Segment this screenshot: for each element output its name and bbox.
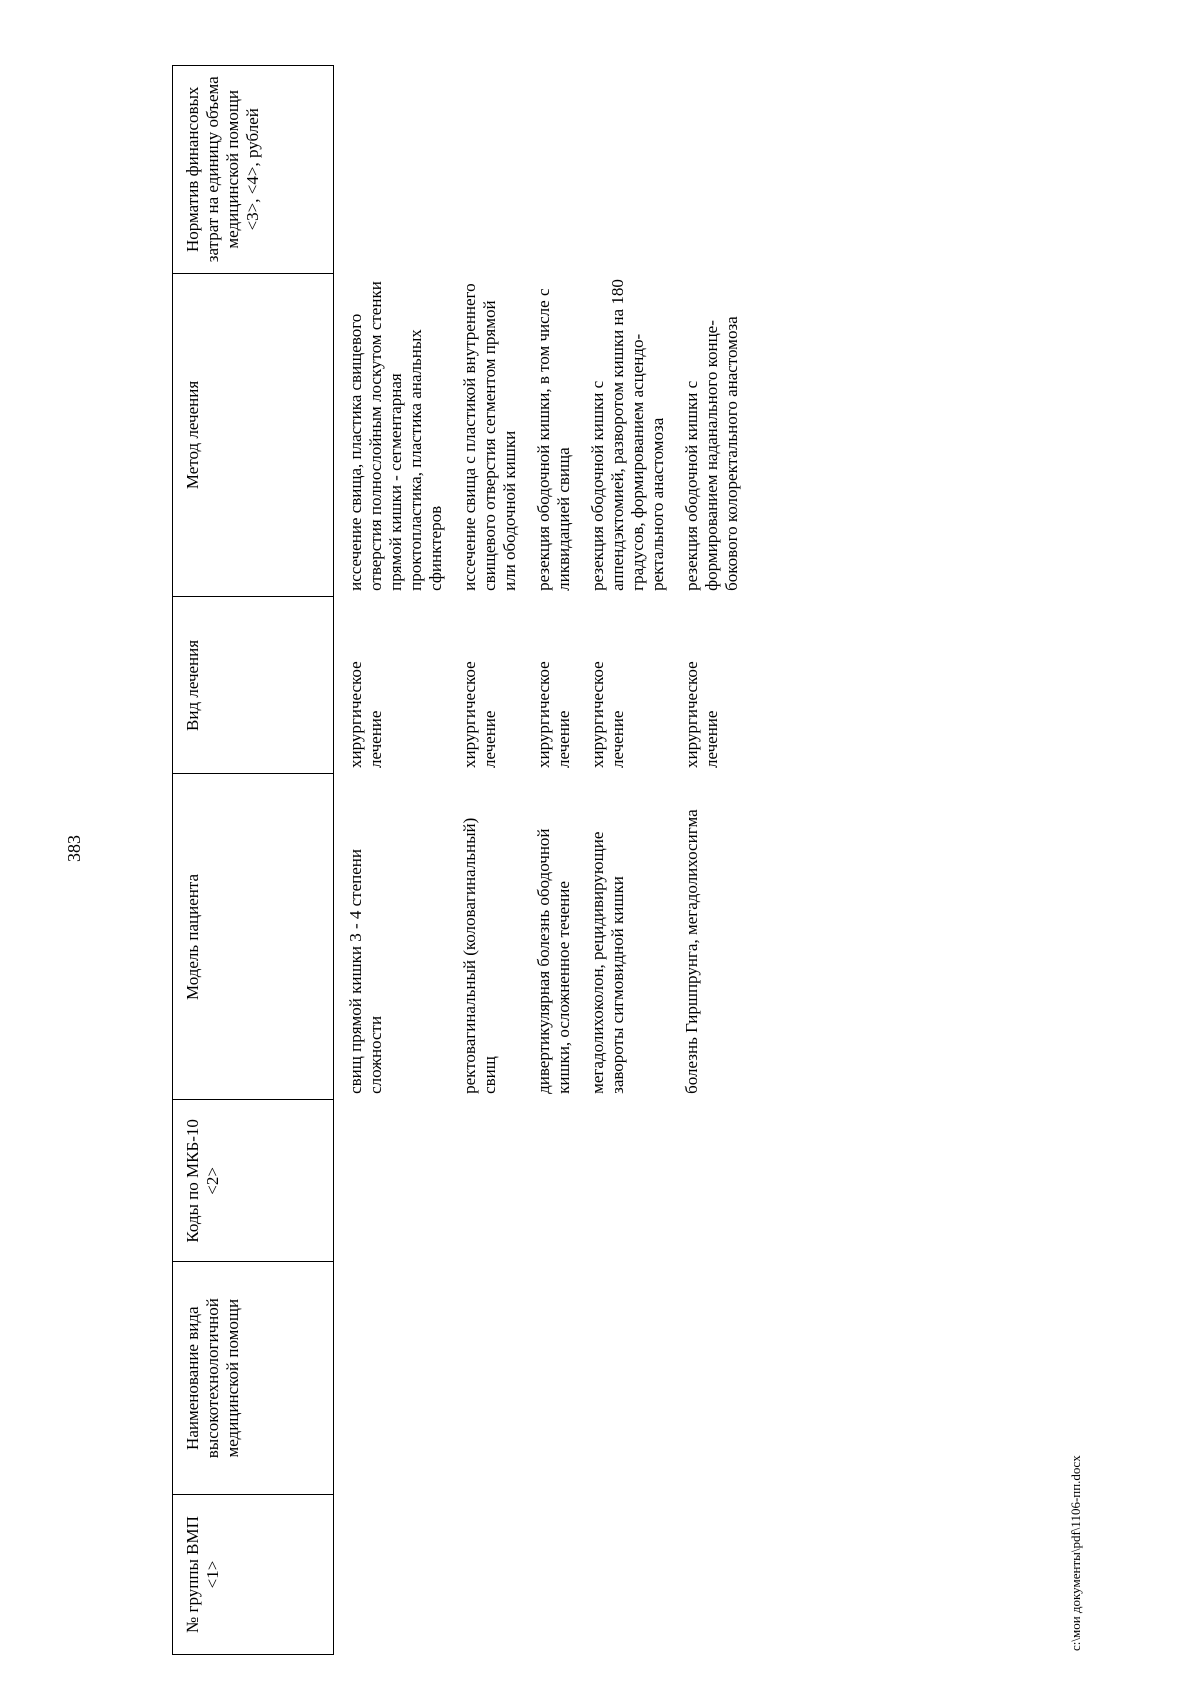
cell-norm — [334, 66, 447, 274]
cell-group — [334, 1495, 447, 1655]
cell-group — [668, 1495, 742, 1655]
cell-codes — [446, 1100, 520, 1262]
cell-method: резекция ободочной кишки с формированием наданального конце-бокового колоректального анастомоза — [682, 316, 741, 591]
table-row — [668, 66, 742, 1655]
header-vmp-name: Наименование вида высокотехнологичной медицинской помощи — [173, 1262, 334, 1495]
cell-treatment-type: хирургическое лечение — [588, 661, 627, 768]
cell-model: дивертикулярная болезнь ободочной кишки, осложненное течение — [534, 828, 573, 1094]
header-treatment-type: Вид лечения — [173, 597, 334, 774]
cell-model: мегадолихоколон, рецидивирующие завороты сигмовидной кишки — [588, 831, 627, 1094]
vmp-table — [172, 65, 742, 1655]
cell-treatment-type: хирургическое лечение — [534, 661, 573, 768]
cell-codes — [334, 1100, 447, 1262]
cell-name — [668, 1262, 742, 1495]
cell-model: ректовагинальный (коловагинальный) свищ — [460, 817, 499, 1094]
table-row — [334, 66, 447, 1655]
cell-name — [520, 1262, 574, 1495]
cell-codes — [574, 1100, 668, 1262]
cell-name — [574, 1262, 668, 1495]
table-header-row — [173, 66, 334, 1655]
cell-codes — [668, 1100, 742, 1262]
table-row — [520, 66, 574, 1655]
cell-norm — [668, 66, 742, 274]
header-icd-codes: Коды по МКБ-10 <2> — [173, 1100, 334, 1262]
cell-treatment-type: хирургическое лечение — [460, 661, 499, 768]
table-row — [446, 66, 520, 1655]
cell-method: резекция ободочной кишки, в том числе с ликвидацией свища — [534, 288, 573, 591]
header-group-number: № группы ВМП <1> — [173, 1495, 334, 1655]
cell-codes — [520, 1100, 574, 1262]
header-cost-norm: Норматив финансовых затрат на единицу объема медицинской помощи <3>, <4>, рублей — [173, 66, 334, 274]
header-patient-model: Модель пациента — [173, 774, 334, 1100]
page-number: 383 — [64, 835, 84, 862]
cell-method: иссечение свища, пластика свищевого отверстия полнослойным лоскутом стенки прямой кишки - сегментарная проктопластика, пластика анальных сфинктеров — [346, 281, 445, 591]
cell-treatment-type: хирургическое лечение — [682, 661, 721, 768]
cell-group — [446, 1495, 520, 1655]
table-row — [574, 66, 668, 1655]
header-treatment-method: Метод лечения — [173, 273, 334, 597]
cell-method: резекция ободочной кишки с аппендэктомией, разворотом кишки на 180 градусов, формированием асцендо-ректального анастомоза — [588, 279, 667, 591]
cell-group — [520, 1495, 574, 1655]
cell-method: иссечение свища с пластикой внутреннего свищевого отверстия сегментом прямой или ободочной кишки — [460, 283, 519, 591]
footer-file-path: c:\мои документы\pdf\1106-пп.docx — [1068, 1455, 1083, 1651]
cell-model: свищ прямой кишки 3 - 4 степени сложности — [346, 849, 385, 1094]
cell-norm — [520, 66, 574, 274]
cell-treatment-type: хирургическое лечение — [346, 661, 385, 768]
cell-norm — [446, 66, 520, 274]
cell-group — [574, 1495, 668, 1655]
cell-model: болезнь Гиршпрунга, мегадолихосигма — [682, 809, 701, 1094]
cell-name — [446, 1262, 520, 1495]
cell-norm — [574, 66, 668, 274]
cell-name — [334, 1262, 447, 1495]
